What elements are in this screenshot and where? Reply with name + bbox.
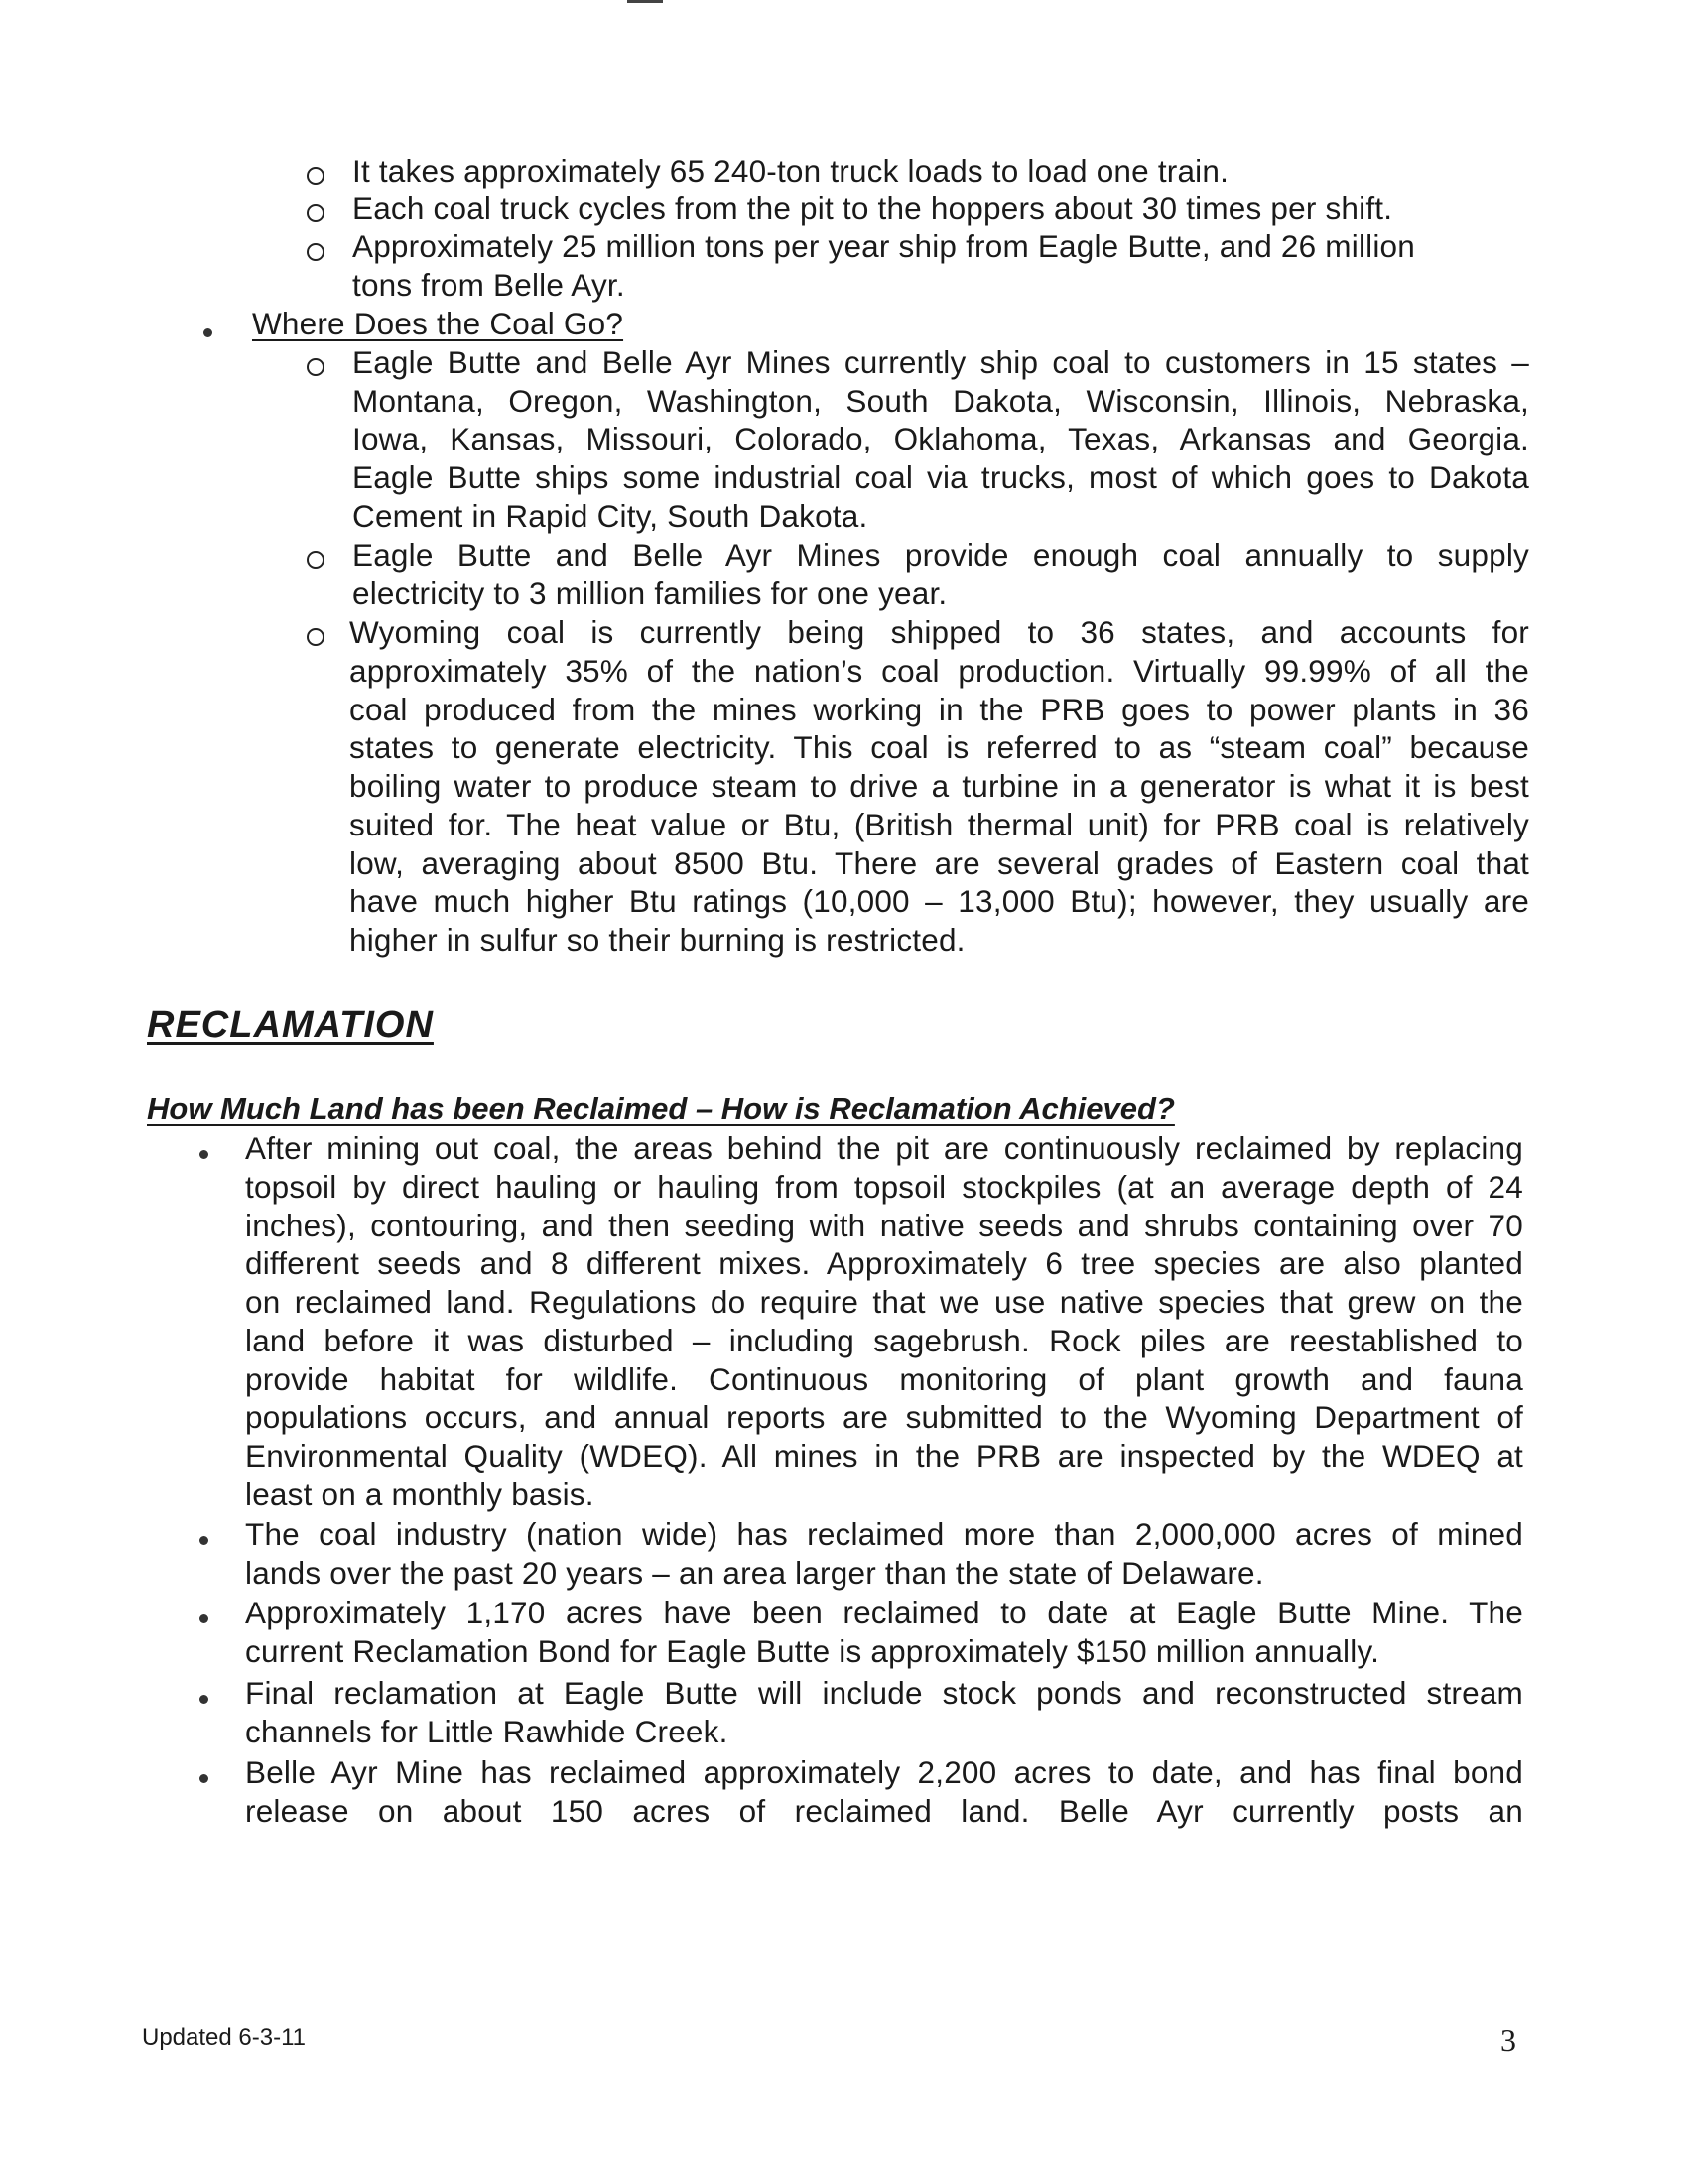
paragraph-line: land before it was disturbed – including sagebrush. Rock piles are reestablished to — [245, 1323, 1523, 1358]
paragraph-line: Environmental Quality (WDEQ). All mines in the PRB are inspected by the WDEQ at — [245, 1438, 1523, 1474]
section-heading: RECLAMATION — [147, 1004, 434, 1046]
paragraph-line: Belle Ayr Mine has reclaimed approximately 2,200 acres to date, and has final bond — [245, 1754, 1523, 1790]
paragraph-line: Wyoming coal is currently being shipped to 36 states, and accounts for — [349, 614, 1529, 650]
updated-date: Updated 6-3-11 — [142, 2024, 306, 2051]
bullet-icon — [199, 1536, 208, 1545]
paragraph-line: provide habitat for wildlife. Continuous monitoring of plant growth and fauna — [245, 1361, 1523, 1397]
paragraph-line: inches), contouring, and then seeding with native seeds and shrubs containing over 70 — [245, 1208, 1523, 1243]
paragraph-line: topsoil by direct hauling or hauling from topsoil stockpiles (at an average depth of 24 — [245, 1169, 1523, 1205]
bullet-icon — [203, 328, 212, 337]
paragraph-line: least on a monthly basis. — [245, 1477, 594, 1512]
paragraph-line: higher in sulfur so their burning is restricted. — [349, 922, 966, 958]
circle-bullet-icon — [307, 358, 324, 376]
list-item: It takes approximately 65 240-ton truck loads to load one train. — [352, 153, 1230, 189]
paragraph-line: Cement in Rapid City, South Dakota. — [352, 498, 868, 534]
paragraph-line: current Reclamation Bond for Eagle Butte is approximately $150 million annually. — [245, 1633, 1380, 1669]
paragraph-line: on reclaimed land. Regulations do require that we use native species that grew on the — [245, 1284, 1523, 1320]
circle-bullet-icon — [307, 628, 324, 646]
circle-bullet-icon — [307, 551, 324, 569]
paragraph-line: states to generate electricity. This coal is referred to as “steam coal” because — [349, 729, 1529, 765]
paragraph-line: The coal industry (nation wide) has reclaimed more than 2,000,000 acres of mined — [245, 1516, 1523, 1552]
paragraph-line: Final reclamation at Eagle Butte will include stock ponds and reconstructed stream — [245, 1675, 1523, 1711]
list-item: Each coal truck cycles from the pit to the hoppers about 30 times per shift. — [352, 191, 1393, 226]
paragraph-line: Eagle Butte and Belle Ayr Mines currently ship coal to customers in 15 states – — [352, 344, 1529, 380]
paragraph-line: suited for. The heat value or Btu, (British thermal unit) for PRB coal is relatively — [349, 807, 1529, 842]
paragraph-line: approximately 35% of the nation’s coal production. Virtually 99.99% of all the — [349, 653, 1529, 689]
page-number: 3 — [1500, 2022, 1516, 2058]
paragraph-line: electricity to 3 million families for one year. — [352, 576, 948, 611]
paragraph-line: After mining out coal, the areas behind the pit are continuously reclaimed by replacing — [245, 1130, 1523, 1166]
paragraph-line: Iowa, Kansas, Missouri, Colorado, Oklahoma, Texas, Arkansas and Georgia. — [352, 421, 1529, 456]
list-item: Approximately 25 million tons per year ship from Eagle Butte, and 26 million — [352, 228, 1415, 264]
sub-heading: How Much Land has been Reclaimed – How is Reclamation Achieved? — [147, 1092, 1175, 1126]
paragraph-line: have much higher Btu ratings (10,000 – 13,000 Btu); however, they usually are — [349, 883, 1529, 919]
circle-bullet-icon — [307, 204, 324, 222]
paragraph-line: populations occurs, and annual reports are submitted to the Wyoming Department of — [245, 1399, 1523, 1435]
paragraph-line: boiling water to produce steam to drive a turbine in a generator is what it is best — [349, 768, 1529, 804]
paragraph-line: Eagle Butte and Belle Ayr Mines provide enough coal annually to supply — [352, 537, 1529, 573]
paragraph-line: low, averaging about 8500 Btu. There are several grades of Eastern coal that — [349, 845, 1529, 881]
paragraph-line: coal produced from the mines working in the PRB goes to power plants in 36 — [349, 692, 1529, 727]
bullet-icon — [199, 1614, 208, 1623]
list-heading: Where Does the Coal Go? — [252, 306, 624, 341]
paragraph-line: Approximately 1,170 acres have been reclaimed to date at Eagle Butte Mine. The — [245, 1595, 1523, 1630]
list-item-continuation: tons from Belle Ayr. — [352, 267, 625, 303]
circle-bullet-icon — [307, 243, 324, 261]
paragraph-line: lands over the past 20 years – an area larger than the state of Delaware. — [245, 1555, 1264, 1591]
paragraph-line: release on about 150 acres of reclaimed land. Belle Ayr currently posts an — [245, 1793, 1523, 1829]
bullet-icon — [199, 1695, 208, 1704]
paragraph-line: different seeds and 8 different mixes. Approximately 6 tree species are also planted — [245, 1245, 1523, 1281]
scan-artifact — [627, 0, 663, 3]
paragraph-line: channels for Little Rawhide Creek. — [245, 1714, 728, 1749]
bullet-icon — [199, 1150, 208, 1159]
bullet-icon — [199, 1774, 208, 1783]
paragraph-line: Montana, Oregon, Washington, South Dakota, Wisconsin, Illinois, Nebraska, — [352, 383, 1529, 419]
circle-bullet-icon — [307, 167, 324, 185]
paragraph-line: Eagle Butte ships some industrial coal via trucks, most of which goes to Dakota — [352, 459, 1529, 495]
